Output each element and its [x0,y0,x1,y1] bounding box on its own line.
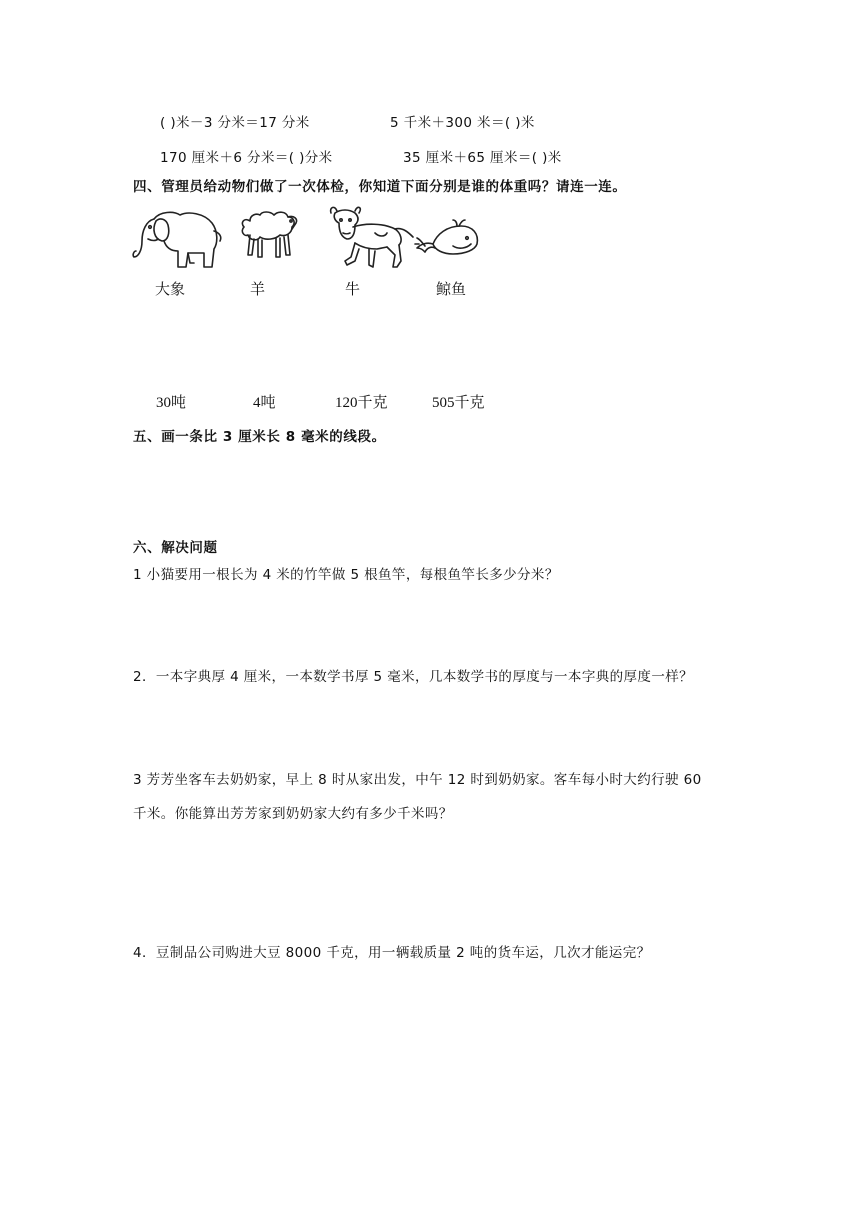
equation-row1-left: ( )米－3 分米＝17 分米 [160,115,310,131]
animal-label-whale: 鲸鱼 [436,282,467,298]
equation-row2-right: 35 厘米＋65 厘米＝( )米 [403,150,562,166]
question-1: 1 小猫要用一根长为 4 米的竹竿做 5 根鱼竿，每根鱼竿长多少分米？ [133,567,559,583]
question-2: 2．一本字典厚 4 厘米，一本数学书厚 5 毫米，几本数学书的厚度与一本字典的厚度一样？ [133,669,694,685]
section6-heading: 六、解决问题 [133,540,218,556]
cow-icon [325,203,415,275]
animal-label-cow: 牛 [345,282,361,298]
animal-label-sheep: 羊 [250,282,266,298]
weight-label-505kg: 505千克 [432,395,485,411]
elephant-icon [130,205,225,273]
question-3-line2: 千米。你能算出芳芳家到奶奶家大约有多少千米吗？ [133,806,453,822]
equation-row1-right: 5 千米＋300 米＝( )米 [390,115,535,131]
question-3-line1: 3 芳芳坐客车去奶奶家，早上 8 时从家出发，中午 12 时到奶奶家。客车每小时大约行驶 60 [133,772,702,788]
section5-heading: 五、画一条比 3 厘米长 8 毫米的线段。 [133,429,386,445]
weight-label-30t: 30吨 [156,395,187,411]
weight-label-120kg: 120千克 [335,395,388,411]
equation-row2-left: 170 厘米＋6 分米＝( )分米 [160,150,333,166]
weight-label-4t: 4吨 [253,395,276,411]
question-4: 4．豆制品公司购进大豆 8000 千克，用一辆载质量 2 吨的货车运，几次才能运完？ [133,945,651,961]
sheep-icon [236,207,300,271]
animal-label-elephant: 大象 [155,282,186,298]
section4-heading: 四、管理员给动物们做了一次体检，你知道下面分别是谁的体重吗？请连一连。 [133,179,627,195]
whale-icon [413,216,483,258]
